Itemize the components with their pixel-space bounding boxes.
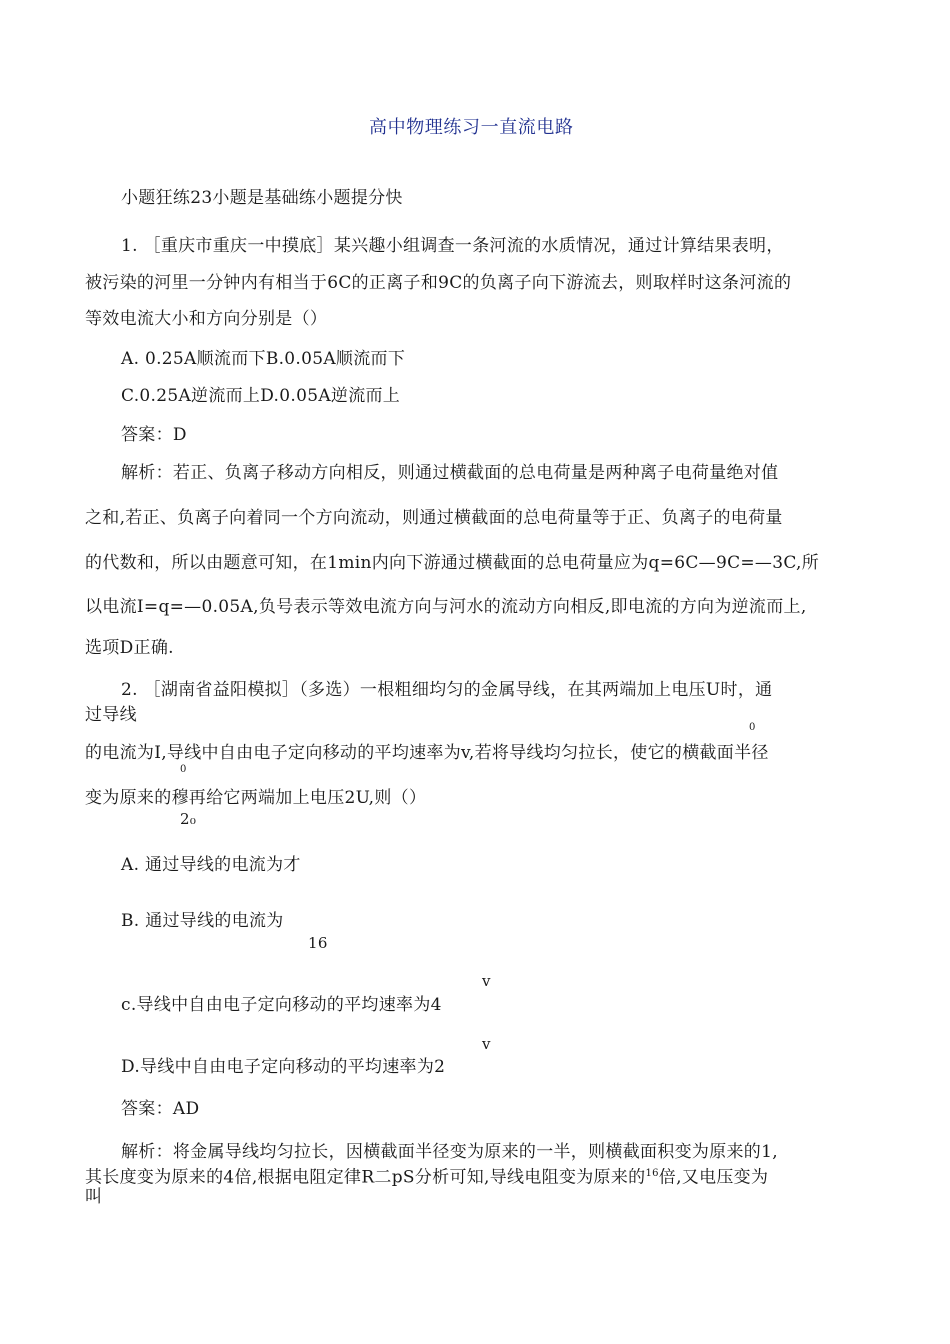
page-title: 高中物理练习一直流电路 <box>369 117 574 138</box>
q2-option-d: D.导线中自由电子定向移动的平均速率为2 <box>121 1057 446 1077</box>
q2-answer: 答案：AD <box>121 1099 200 1119</box>
q1-stem-line-2: 被污染的河里一分钟内有相当于6C的正离子和9C的负离子向下游流去，则取样时这条河流的 <box>85 273 792 293</box>
q2-option-d-numerator: v <box>482 1035 491 1053</box>
q2-option-a: A. 通过导线的电流为才 <box>121 855 301 875</box>
q2-explanation-line-2-tail: 倍,又电压变为 <box>658 1167 769 1188</box>
q1-explanation-line-4: 以电流I=q=—0.05A,负号表示等效电流方向与河水的流动方向相反,即电流的方向为逆流而上, <box>85 597 807 617</box>
q2-stem-line-4: 变为原来的穆再给它两端加上电压2U,则（） <box>85 788 427 808</box>
q2-option-c: c.导线中自由电子定向移动的平均速率为4 <box>121 995 442 1015</box>
q1-explanation-line-5: 选项D正确. <box>85 638 174 658</box>
q2-option-c-numerator: v <box>482 972 491 990</box>
q2-explanation-line-2 <box>85 1163 768 1189</box>
q2-subscript-zero-b: 0 <box>180 764 187 775</box>
q1-options-ab: A. 0.25A顺流而下B.0.05A顺流而下 <box>121 349 406 369</box>
q1-answer: 答案：D <box>121 425 187 445</box>
q2-stem-line-3: 的电流为I,导线中自由电子定向移动的平均速率为v,若将导线均匀拉长，使它的横截面半径 <box>85 743 769 763</box>
q1-explanation-line-2: 之和,若正、负离子向着同一个方向流动，则通过横截面的总电荷量等于正、负离子的电荷量 <box>85 508 783 528</box>
q1-explanation-line-3: 的代数和，所以由题意可知，在1min内向下游通过横截面的总电荷量应为q=6C—9C=—3C,所 <box>85 553 820 573</box>
q1-options-cd: C.0.25A逆流而上D.0.05A逆流而上 <box>121 386 401 406</box>
intro-line: 小题狂练23小题是基础练小题提分快 <box>121 188 403 208</box>
q2-stem-line-1: 2. ［湖南省益阳模拟］（多选）一根粗细均匀的金属导线，在其两端加上电压U时，通 <box>121 680 773 700</box>
q2-explanation-line-3: 叫 <box>85 1187 103 1207</box>
q2-explanation-superscript: 16 <box>645 1168 659 1179</box>
q2-stem-line-2: 过导线 <box>85 705 137 725</box>
q2-fraction-denominator: 2₀ <box>180 810 197 828</box>
q2-subscript-zero-a: 0 <box>749 722 756 733</box>
q1-stem-line-3: 等效电流大小和方向分别是（） <box>85 309 328 329</box>
q2-explanation-line-1: 解析：将金属导线均匀拉长，因横截面半径变为原来的一半，则横截面积变为原来的1, <box>121 1142 778 1162</box>
q1-explanation-line-1: 解析：若正、负离子移动方向相反，则通过横截面的总电荷量是两种离子电荷量绝对值 <box>121 463 779 483</box>
q2-option-b: B. 通过导线的电流为 <box>121 911 284 931</box>
q1-stem-line-1: 1. ［重庆市重庆一中摸底］某兴趣小组调查一条河流的水质情况，通过计算结果表明， <box>121 236 784 256</box>
q2-option-b-denominator: 16 <box>308 934 328 952</box>
q2-explanation-line-2-text: 其长度变为原来的4倍,根据电阻定律R二pS分析可知,导线电阻变为原来的 <box>85 1167 646 1188</box>
